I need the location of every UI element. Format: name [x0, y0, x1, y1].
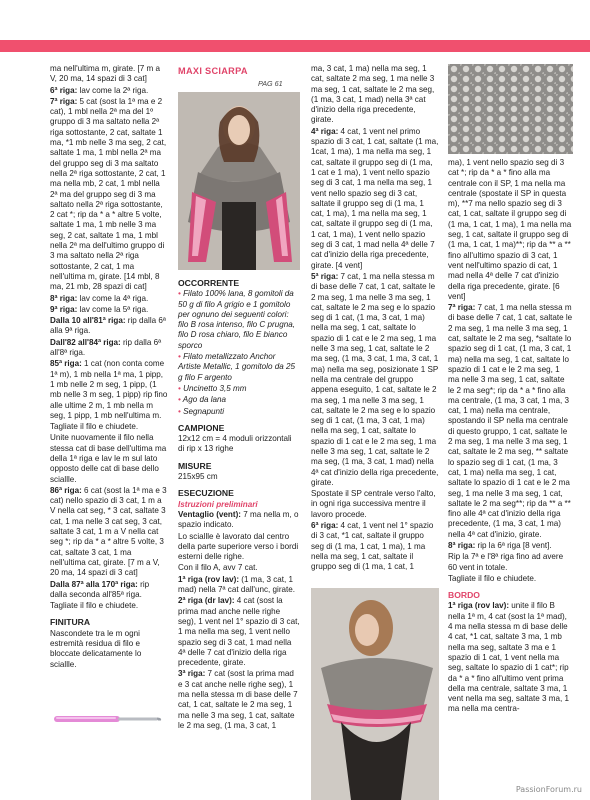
misure-heading: MISURE	[178, 460, 212, 471]
page-reference: PAG 61	[258, 79, 283, 88]
finitura-text: Nascondete tra le m ogni estremità residua di filo e bloccate delicatamente lo sciallle.	[50, 628, 142, 669]
campione-text: 12x12 cm = 4 moduli orizzontali di rip x 13 righe	[178, 434, 292, 454]
instruction-paragraph: Tagliate il filo e chiudete.	[50, 422, 139, 432]
column-3-paragraphs	[311, 64, 439, 573]
instruction-paragraph: Ventaglio (vent): 7 ma nella m, o spazio indicato.	[178, 509, 299, 530]
bullet-icon: •	[178, 289, 184, 299]
instruction-paragraph: ma, 3 cat, 1 ma) nella ma seg, 1 cat, saltate 2 ma seg, 1 ma nelle 3 ma seg, 1 cat, saltate le 2 ma seg, (1 ma, 3 cat, 1 mad) nella 3ª cat d'inizio della riga precedente, girate.	[311, 64, 435, 125]
esecuzione-heading: ESECUZIONE	[178, 488, 234, 499]
row-label: 3ª riga:	[178, 669, 206, 679]
instruction-paragraph: Tagliate il filo e chiudete.	[448, 573, 537, 583]
crochet-hook-image	[50, 707, 168, 729]
instruction-paragraph: Dalla 10 all'81ª riga: rip dalla 6ª alla 9ª riga.	[50, 316, 166, 336]
bullet-icon: •	[178, 406, 184, 416]
instruction-paragraph: 8ª riga: rip la 6ª riga [8 vent].	[448, 540, 552, 550]
instruction-paragraph: Con il filo A, avv 7 cat.	[178, 563, 258, 573]
hook-tip	[157, 718, 161, 721]
instruction-paragraph: 85ª riga: 1 cat (non conta come 1ª m), 1 mb nella 1ª ma, 1 pipp, 1 mb nelle 2 m seg, 1 pipp, (1 mb nelle 3 m seg, 1 pipp) rip fino alle ultime 2 m, 1 mb nella m seg, 1 pipp, 1 mb nell'ultima m.	[50, 359, 168, 420]
instruction-paragraph: ma), 1 vent nello spazio seg di 3 cat *; rip da * a * fino alla ma centrale con il SP, 1 ma nella ma centrale (spostate il SP in questa m), **7 ma nello spazio seg di 3 cat, 1 cat, saltate il gruppo seg di (1 ma, 1 cat, 1 ma), 1 ma nella ma seg, 1 cat, saltate il gruppo seg di (1 ma, 1 cat, 1 ma)**; rip da ** a ** fino all'ultimo spazio di 3 cat, 1 vent nell'ultimo spazio di cat, 1 mad nella 4ª delle 7 cat d'inizio della riga precedente, girate. [6 vent]	[448, 158, 572, 301]
instruction-paragraph: ma nell'ultima m, girate. [7 m a V, 20 ma, 14 spazi di 3 cat]	[50, 64, 160, 84]
row-label: 4ª riga:	[311, 126, 339, 136]
instruction-paragraph: 3ª riga: 7 cat (sost la prima mad e 3 cat anche nelle righe seg), 1 ma nella stessa m di base delle 7 cat, 1 cat, saltate le 2 ma seg, 1 ma nelle 3 ma seg, 1 cat, saltate le 2 ma seg, (1 ma, 3 cat, 1	[178, 669, 298, 730]
instruction-paragraph: Spostate il SP centrale verso l'alto, in ogni riga successiva mentre il lavoro procede.	[311, 489, 436, 519]
bordo-heading: BORDO	[448, 590, 480, 601]
top-accent-bar	[0, 40, 590, 52]
bullet-icon: •	[178, 383, 184, 393]
instruction-paragraph: Unite nuovamente il filo nella stessa cat di base dell'ultima ma della 1ª riga e lav le m sul lato opposto delle cat di base dello sciallle.	[50, 433, 167, 484]
instruction-paragraph: 9ª riga: lav come la 5ª riga.	[50, 304, 149, 314]
instruction-paragraph: 6ª riga: 4 cat, 1 vent nel 1° spazio di 3 cat, *1 cat, saltate il gruppo seg di (1 ma, 1 cat, 1 ma), 1 ma nella ma seg, 1 cat, saltate il gruppo seg di (1 ma, 1 cat, 1	[311, 521, 434, 572]
instruction-paragraph: 4ª riga: 4 cat, 1 vent nel primo spazio di 3 cat, 1 cat, saltate (1 ma, 1cat, 1 ma), 1 ma nella ma seg, 1 cat, saltate il gruppo seg di (1 ma, 1 cat e 1 ma), 1 vent nello spazio seg di 3 cat, 1 ma nella ma seg, 1 vent nello spazio seg di 3 cat, saltate il gruppo seg di (1 ma, 1 cat, 1 ma), 1 ma nella ma seg, 1 cat, saltate il gruppo seg di (1 ma, 1 cat, 1 ma), 1 vent nello spazio seg di 3 cat, 1 mad nella 4ª delle 7 cat d'inizio della riga precedente, girate. [4 vent]	[311, 126, 439, 270]
row-label: 5ª riga:	[311, 271, 339, 281]
row-label: 1ª riga (rov lav):	[178, 574, 240, 584]
bordo-paragraphs	[448, 601, 573, 714]
row-label: 2ª riga (dr lav):	[178, 596, 235, 606]
instruction-paragraph: 1ª riga (rov lav): (1 ma, 3 cat, 1 mad) nella 7ª cat dall'unc, girate.	[178, 574, 296, 595]
occorrente-heading: OCCORRENTE	[178, 278, 240, 288]
instruction-paragraph: Dalla 87ª alla 170ª riga: rip dalla seconda all'85ª riga.	[50, 579, 150, 599]
campione-heading: CAMPIONE	[178, 422, 225, 433]
finitura-heading: FINITURA	[50, 617, 91, 628]
hook-shaft	[118, 718, 158, 721]
hook-highlight	[56, 717, 116, 719]
model-photo-bottom	[311, 588, 439, 800]
row-label: 86ª riga:	[50, 485, 82, 495]
row-label: 9ª riga:	[50, 304, 78, 314]
bullet-icon: •	[178, 352, 184, 362]
row-label: Ventaglio (vent):	[178, 509, 241, 519]
pattern-title: MAXI SCIARPA	[178, 66, 248, 76]
row-label: 7ª riga:	[50, 96, 78, 106]
row-label: 8ª riga:	[50, 293, 78, 303]
instruction-paragraph: 8ª riga: lav come la 4ª riga.	[50, 293, 149, 303]
instruction-paragraph: 5ª riga: 7 cat, 1 ma nella stessa m di base delle 7 cat, 1 cat, saltate le 2 ma seg, 1 ma nelle 3 ma seg, 1 cat, saltate le 2 ma seg e lo spazio seg di 1 cat, (1 ma, 3 cat, 1 ma) nella ma seg, 1 cat, saltate lo spazio di 1 cat e le 2 ma seg, 1 ma nelle 3 ma seg, 1 cat, saltate le 2 ma seg, (1 ma, 3 cat, 1 ma, 3 cat, 1 ma) nella ma seg, posizionate 1 SP nella ma centrale del gruppo appena eseguito, 1 cat, saltate le 2 ma seg, 1 ma nelle 3 ma seg, 1 cat, saltate le 2 ma seg e lo spazio seg di 1 cat, (1 ma, 3 cat, 1 ma) nella ma seg, 1 cat, saltate lo spazio di 1 cat e le 2 ma seg, 1 ma nelle 3 ma seg, 1 cat, saltate le 2 ma seg, (1 ma, 3 cat, 1 mad) nella 4ª cat d'inizio della riga precedente, girate.	[311, 271, 439, 487]
instruction-paragraph: Dall'82 all'84ª riga: rip dalla 6ª all'8ª riga.	[50, 337, 162, 358]
istruzioni-subheading: Istruzioni preliminari	[178, 499, 258, 509]
column-4	[448, 158, 573, 716]
instruction-paragraph: 6ª riga: lav come la 2ª riga.	[50, 85, 149, 95]
instruction-paragraph: 2ª riga (dr lav): 4 cat (sost la prima mad anche nelle righe seg), 1 vent nel 1° spazio di 3 cat, 1 ma nella ma seg, 1 vent nello spazio seg di 3 cat, 1 mad nella 4ª delle 7 cat d'inizio della riga precedente, girate.	[178, 596, 300, 668]
column-1	[50, 64, 168, 671]
misure-text: 215x95 cm	[178, 472, 218, 482]
row-label: 8ª riga:	[448, 540, 476, 550]
shawl-body	[321, 658, 433, 713]
column-4-paragraphs	[448, 158, 573, 584]
column-3	[311, 64, 439, 574]
material-item: • Ago da lana	[178, 395, 227, 405]
material-item: • Filato 100% lana, 8 gomitoli da 50 g di filo A grigio e 1 gomitolo per ognuno dei seguenti colori: filo B rosa intenso, filo C prugna, filo D rosa chiaro, filo E bianco sporco	[178, 289, 295, 350]
row-label: Dalla 10 all'81ª riga:	[50, 316, 126, 326]
row-label: 6ª riga:	[50, 85, 78, 95]
model-photo-top	[178, 92, 300, 270]
column-2	[178, 272, 300, 732]
instruction-paragraph: Tagliate il filo e chiudete.	[50, 601, 139, 611]
row-label: Dalla 87ª alla 170ª riga:	[50, 579, 138, 589]
material-item: • Filato metallizzato Anchor Artiste Metallic, 1 gomitolo da 25 g filo F argento	[178, 352, 295, 382]
face	[355, 614, 379, 646]
instruction-paragraph: Lo sciallle è lavorato dal centro della parte superiore verso i bordi esterni delle righe.	[178, 531, 299, 562]
row-label: Dall'82 all'84ª riga:	[50, 337, 121, 347]
instruction-paragraph: 7ª riga: 5 cat (sost la 1ª ma e 2 cat), 1 mbl nella 2ª ma del 1º gruppo di 3 ma saltato nella 2ª riga sottostante, 2 cat, saltate 1 ma, *1 mb nelle 3 ma seg, 2 cat, saltate 1 ma, 1 mbl nella 2ª ma del gruppo seg di 3 ma saltato nella 2ª riga sottostante, 2 cat, 1 ma nella mb, 2 cat, 1 mbl nella 2ª ma del gruppo seg di 3 ma saltato nella 2ª riga sottostante, 2 cat *; rip da * a * altre 5 volte, saltate 1 ma, 1 mb nelle 3 ma seg, 2 cat, saltate 1 ma, 1 mbl nella 2ª ma dell'ultimo gruppo di 3 ma saltato nella 2ª riga sottostante, 2 cat, 1 ma nell'ultima m, girate. [14 mbl, 8 ma, 21 mb, 28 spazi di cat]	[50, 96, 167, 292]
column-1-paragraphs	[50, 64, 168, 611]
instruction-paragraph: Rip la 7ª e l'8ª riga fino ad avere 60 vent in totale.	[448, 552, 564, 572]
bullet-icon: •	[178, 395, 183, 405]
instruction-paragraph: 86ª riga: 6 cat (sost la 1ª ma e 3 cat) nello spazio di 3 cat, 1 m a V nella cat seg, * 3 cat, saltate 3 cat, 1 ma nelle 3 cat seg, 3 cat, saltate 3 cat, 1 m a V nella cat seg *; rip da * a * altre 5 volte, 3 cat, saltate 3 cat, 1 ma nell'ultima cat, girate. [7 m a V, 20 ma, 14 spazi di 3 cat]	[50, 485, 167, 578]
row-label: 85ª riga:	[50, 359, 82, 369]
material-item: • Segnapunti	[178, 406, 225, 416]
material-item: • Uncinetto 3,5 mm	[178, 383, 247, 393]
row-label: 6ª riga:	[311, 521, 339, 531]
instruction-paragraph: 7ª riga: 7 cat, 1 ma nella stessa m di base delle 7 cat, 1 cat, saltate le 2 ma seg, 1 ma nelle 3 ma seg, 1 cat, saltate le 2 ma seg, *saltate lo spazio seg di 1 cat, (1 ma, 3 cat, 1 ma) nella ma seg, 1 cat, saltate lo spazio di 1 cat e le 2 ma seg, 1 ma nelle 3 ma seg, 1 cat, saltate le 2 ma seg*; rip da * a * fino alla ma centrale, (1 ma, 3 cat, 1 ma, 3 cat, 1 ma) nella ma centrale, spostando il SP nella ma centrale di questo gruppo, 1 cat, saltate le 2 ma seg, 1 ma nelle 3 ma seg, 1 cat, saltate le 2 ma seg, ** saltate lo spazio seg di 1 cat, (1 ma, 3 cat, 1 ma) nella ma seg, 1 cat, saltate lo spazio di 1 cat e le 2 ma seg, 1 ma nelle 3 ma seg, 1 cat, saltate le 2 ma seg**; rip da ** a ** fino alle 4ª cat d'inizio della riga precedente, (1 ma, 3 cat, 1 ma) nella 4ª cat d'inizio, girate.	[448, 303, 573, 539]
swatch-texture	[448, 64, 573, 154]
dress	[222, 202, 256, 270]
row-label: 1ª riga (rov lav):	[448, 601, 510, 611]
materials-list	[178, 289, 300, 417]
column-2-paragraphs	[178, 510, 300, 731]
watermark: PassionForum.ru	[515, 785, 582, 794]
stitch-swatch-image	[448, 64, 573, 154]
instruction-paragraph: 1ª riga (rov lav): unite il filo B nella 1ª m, 4 cat (sost la 1ª mad), 4 ma nella stessa m di base delle 4 cat, *1 cat, saltate 3 ma, 1 mb nella ma seg, saltate 3 ma e 1 spazio di 1 cat, 1 vent nella ma seg, saltate lo spazio di 1 cat*; rip da * a * fino all'ultimo vent prima della ma centrale, saltate 3 ma, 1 vent nella ma seg, saltate 3 ma, 1 ma nella ma centra-	[448, 601, 570, 714]
row-label: 7ª riga:	[448, 303, 476, 313]
